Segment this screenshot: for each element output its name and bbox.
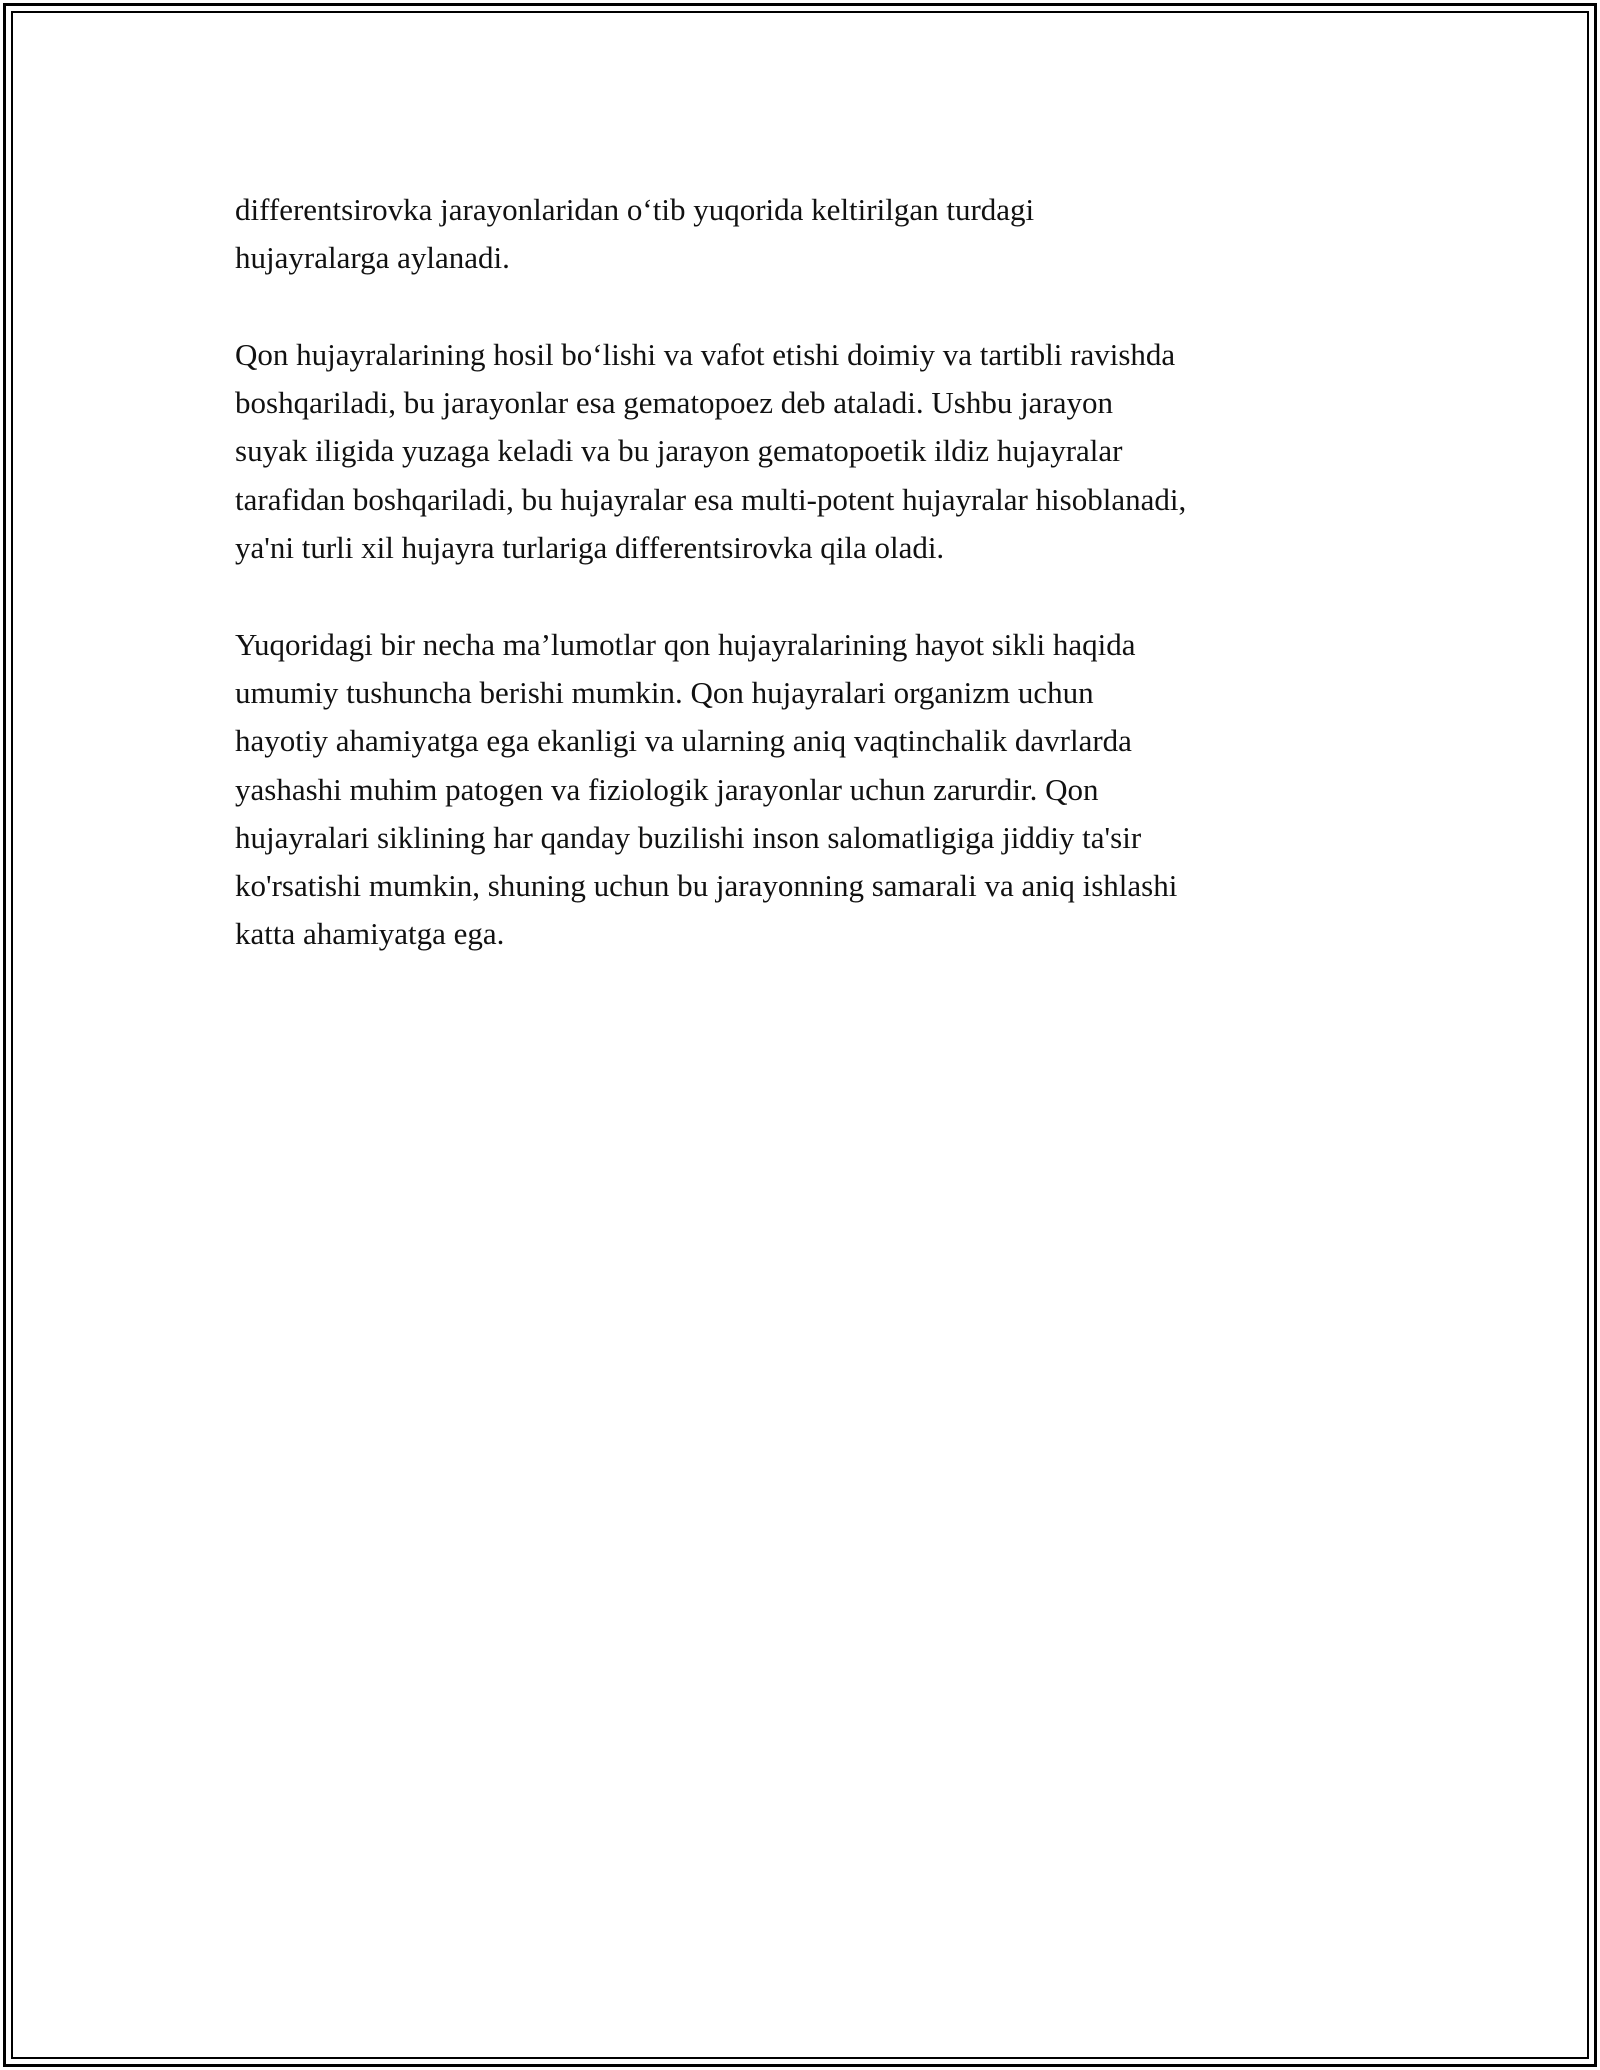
text-line: boshqariladi, bu jarayonlar esa gematopoez deb ataladi. Ushbu jarayon (235, 385, 1114, 421)
text-line: yashashi muhim patogen va fiziologik jarayonlar uchun zarurdir. Qon (235, 771, 1099, 807)
text-line: hujayralari siklining har qanday buzilishi inson salomatligiga jiddiy ta'sir (235, 819, 1142, 855)
text-line: umumiy tushuncha berishi mumkin. Qon hujayralari organizm uchun (235, 674, 1094, 710)
document-body (235, 186, 1375, 1007)
text-line: katta ahamiyatga ega. (235, 916, 505, 952)
text-line: suyak iligida yuzaga keladi va bu jarayon gematopoetik ildiz hujayralar (235, 433, 1123, 469)
text-line: hayotiy ahamiyatga ega ekanligi va ularning aniq vaqtinchalik davrlarda (235, 723, 1132, 759)
text-line: Yuqoridagi bir necha ma’lumotlar qon hujayralarining hayot sikli haqida (235, 626, 1136, 662)
paragraph-1 (235, 186, 1375, 283)
text-line: hujayralarga aylanadi. (235, 240, 510, 276)
text-line: tarafidan boshqariladi, bu hujayralar esa multi-potent hujayralar hisoblanadi, (235, 481, 1187, 517)
text-line: ya'ni turli xil hujayra turlariga differentsirovka qila oladi. (235, 530, 945, 566)
text-line: Qon hujayralarining hosil bo‘lishi va vafot etishi doimiy va tartibli ravishda (235, 336, 1176, 372)
text-line: differentsirovka jarayonlaridan o‘tib yuqorida keltirilgan turdagi (235, 192, 1035, 227)
text-line: ko'rsatishi mumkin, shuning uchun bu jarayonning samarali va aniq ishlashi (235, 868, 1178, 904)
paragraph-3 (235, 621, 1375, 959)
paragraph-2 (235, 331, 1375, 572)
